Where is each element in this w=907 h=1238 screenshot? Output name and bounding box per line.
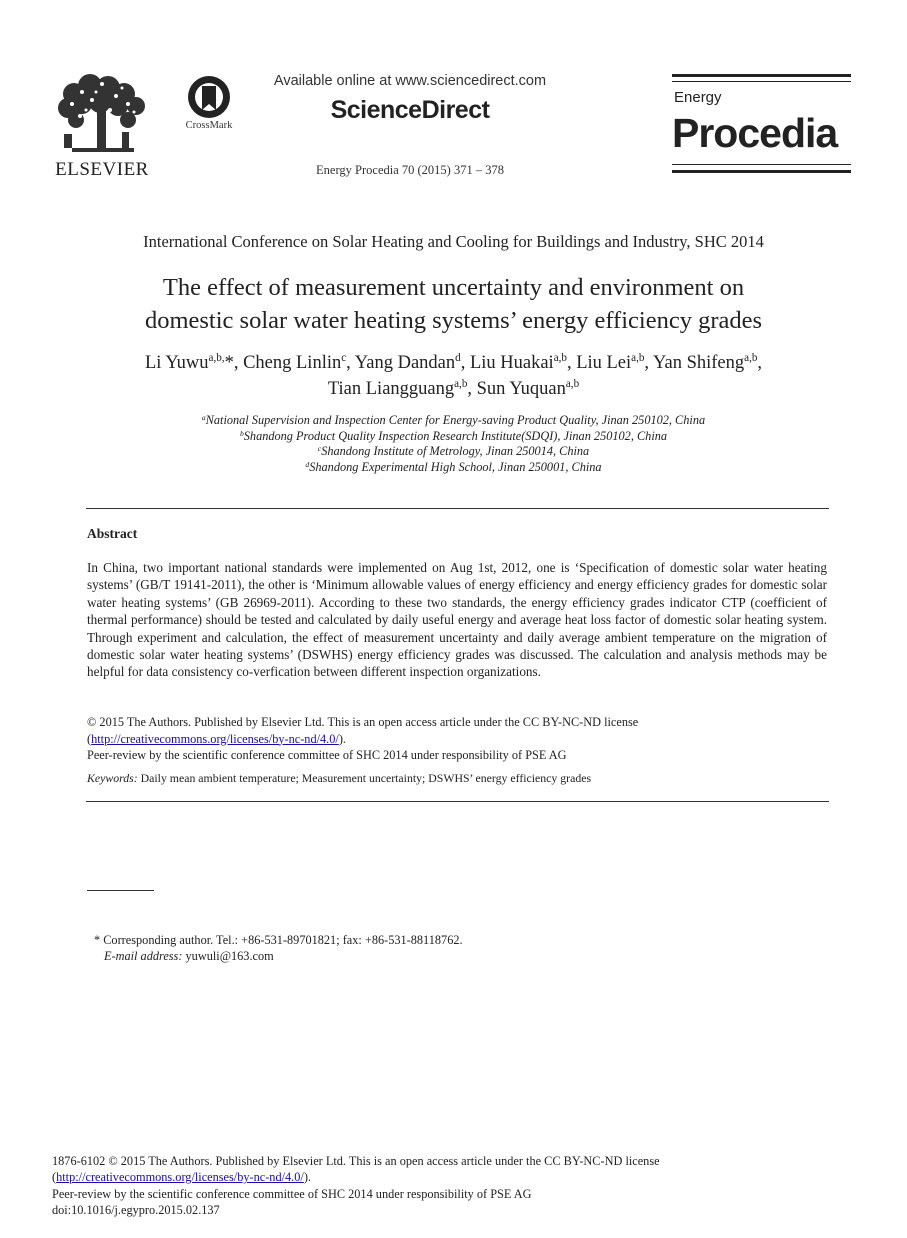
author-affil-sup: a,b: [553, 352, 567, 365]
author-line: [60, 376, 847, 402]
license-link[interactable]: http://creativecommons.org/licenses/by-nc-nd/4.0/: [91, 731, 339, 746]
author-affil-sup: a,b: [631, 352, 645, 365]
footer-peer-review: Peer-review by the scientific conference committee of SHC 2014 under responsibility of PSE AG: [52, 1186, 532, 1201]
author-name: Yan Shifeng: [652, 353, 745, 373]
corresponding-line: [94, 932, 463, 948]
conference-name: International Conference on Solar Heating and Cooling for Buildings and Industry, SHC 2014: [143, 232, 764, 251]
title-line: domestic solar water heating systems’ energy efficiency grades: [144, 307, 763, 334]
elsevier-wordmark: ELSEVIER: [55, 159, 149, 180]
author-name: Sun Yuquan: [476, 379, 566, 399]
keywords: [87, 771, 827, 786]
license-link-line: (http://creativecommons.org/licenses/by-nc-nd/4.0/).: [87, 731, 346, 746]
author-affil-sup: a,b,: [208, 352, 225, 365]
email-address[interactable]: yuwuli@163.com: [185, 949, 274, 963]
author-list: [60, 350, 847, 402]
affiliation-text: National Supervision and Inspection Center for Energy-saving Product Quality, Jinan 250102, China: [205, 413, 706, 427]
paper-title: [60, 271, 847, 337]
affiliation: [60, 429, 847, 445]
affiliation-text: Shandong Product Quality Inspection Research Institute(SDQI), Jinan 250102, China: [243, 428, 668, 443]
doi[interactable]: doi:10.1016/j.egypro.2015.02.137: [52, 1202, 220, 1217]
affiliation-text: Shandong Institute of Metrology, Jinan 250014, China: [321, 444, 590, 459]
affiliation-key: b: [239, 428, 244, 438]
author-name: Cheng Linlin: [243, 353, 342, 373]
license-line: © 2015 The Authors. Published by Elsevier Ltd. This is an open access article under the CC BY-NC-ND license: [87, 715, 639, 729]
author-separator: ,: [757, 353, 763, 373]
abstract-bottom-rule: [86, 801, 829, 802]
journal-name-small: Energy: [674, 89, 722, 106]
issn-line: 1876-6102 © 2015 The Authors. Published by Elsevier Ltd. This is an open access article under the CC BY-NC-ND license: [52, 1154, 660, 1168]
sciencedirect-brand: ScienceDirect: [330, 96, 490, 124]
logo-rule-bottom: [672, 170, 851, 173]
corresponding-footnote: [94, 932, 463, 964]
title-line: The effect of measurement uncertainty and environment on: [162, 274, 745, 301]
author-name: Liu Lei: [576, 353, 632, 373]
affiliation-text: Shandong Experimental High School, Jinan 250001, China: [309, 459, 602, 474]
abstract-heading: Abstract: [87, 526, 138, 541]
keywords-label: Keywords:: [87, 771, 138, 785]
logo-rule-top-thin: [672, 81, 851, 82]
corresponding-text: Corresponding author. Tel.: +86-531-89701821; fax: +86-531-88118762.: [103, 933, 463, 947]
copyright-footer: [52, 1153, 852, 1218]
author-separator: ,: [566, 353, 577, 373]
journal-name-large: Procedia: [672, 110, 838, 156]
journal-citation: Energy Procedia 70 (2015) 371 – 378: [316, 163, 504, 177]
author-separator: ,: [233, 353, 244, 373]
affiliation-key: a: [201, 412, 206, 422]
author-affil-sup: a,b: [744, 352, 758, 365]
footer-link-line: (http://creativecommons.org/licenses/by-nc-nd/4.0/).: [52, 1170, 311, 1185]
affiliation: [60, 413, 847, 429]
affiliation: [60, 444, 847, 460]
footnote-mark: *: [94, 933, 101, 947]
footnote-rule: [87, 890, 154, 891]
author-name: Yang Dandan: [354, 353, 456, 373]
affiliation-key: d: [305, 459, 310, 469]
peer-review-line: Peer-review by the scientific conference committee of SHC 2014 under responsibility of PSE AG: [87, 748, 567, 762]
crossmark-icon: [186, 74, 232, 120]
author-separator: ,: [460, 353, 470, 373]
email-line: [94, 948, 463, 964]
author-separator: ,: [346, 353, 355, 373]
author-affil-sup: a,b: [565, 378, 580, 391]
email-label: E-mail address:: [104, 949, 183, 963]
available-online-text[interactable]: Available online at www.sciencedirect.com: [273, 73, 547, 89]
affiliation-key: c: [317, 444, 322, 453]
keywords-text: Daily mean ambient temperature; Measurement uncertainty; DSWHS’ energy efficiency grades: [140, 771, 592, 785]
author-name: Li Yuwu: [144, 353, 209, 373]
corresponding-mark: *: [224, 353, 234, 373]
abstract-body: In China, two important national standards were implemented on Aug 1st, 2012, one is ‘Specification of domestic solar water heating systems’ (GB/T 19141-2011), the other is ‘Minimum allowable values of energy efficiency and energy efficiency grades for domestic solar water heating systems’ (GB 26969-2011). According to these two standards, the energy efficiency grades indicator CTP (coefficient of thermal performance) should be tested and calculated by daily useful energy and average heat loss factor of domestic solar heating system. Through experiment and calculation, the effect of measurement uncertainty and daily average ambient temperature on the migration of domestic solar water heating systems’ (DSWHS) energy efficiency grades was discussed. The calculation and analysis methods may be helpful for data consistency co-verfication between different inspection organizations.: [87, 560, 827, 680]
author-line: [60, 350, 847, 376]
author-separator: ,: [467, 379, 477, 399]
affiliation-list: [60, 413, 847, 475]
author-name: Tian Liangguang: [327, 379, 455, 399]
elsevier-logo: [52, 74, 152, 178]
affiliation: [60, 460, 847, 476]
footer-license-link[interactable]: http://creativecommons.org/licenses/by-nc-nd/4.0/: [56, 1170, 304, 1185]
author-separator: ,: [644, 353, 653, 373]
author-name: Liu Huakai: [469, 353, 554, 373]
elsevier-tree-icon: [52, 74, 152, 158]
author-affil-sup: a,b: [454, 378, 468, 391]
crossmark-label: CrossMark: [185, 120, 233, 131]
logo-rule-top: [672, 74, 851, 77]
logo-rule-bottom-thin: [672, 164, 851, 165]
journal-logo: [672, 74, 852, 176]
author-affil-sup: d: [455, 352, 461, 365]
license-block: [87, 714, 827, 764]
crossmark-badge[interactable]: [178, 74, 240, 134]
author-affil-sup: c: [341, 352, 347, 365]
abstract-top-rule: [86, 508, 829, 509]
